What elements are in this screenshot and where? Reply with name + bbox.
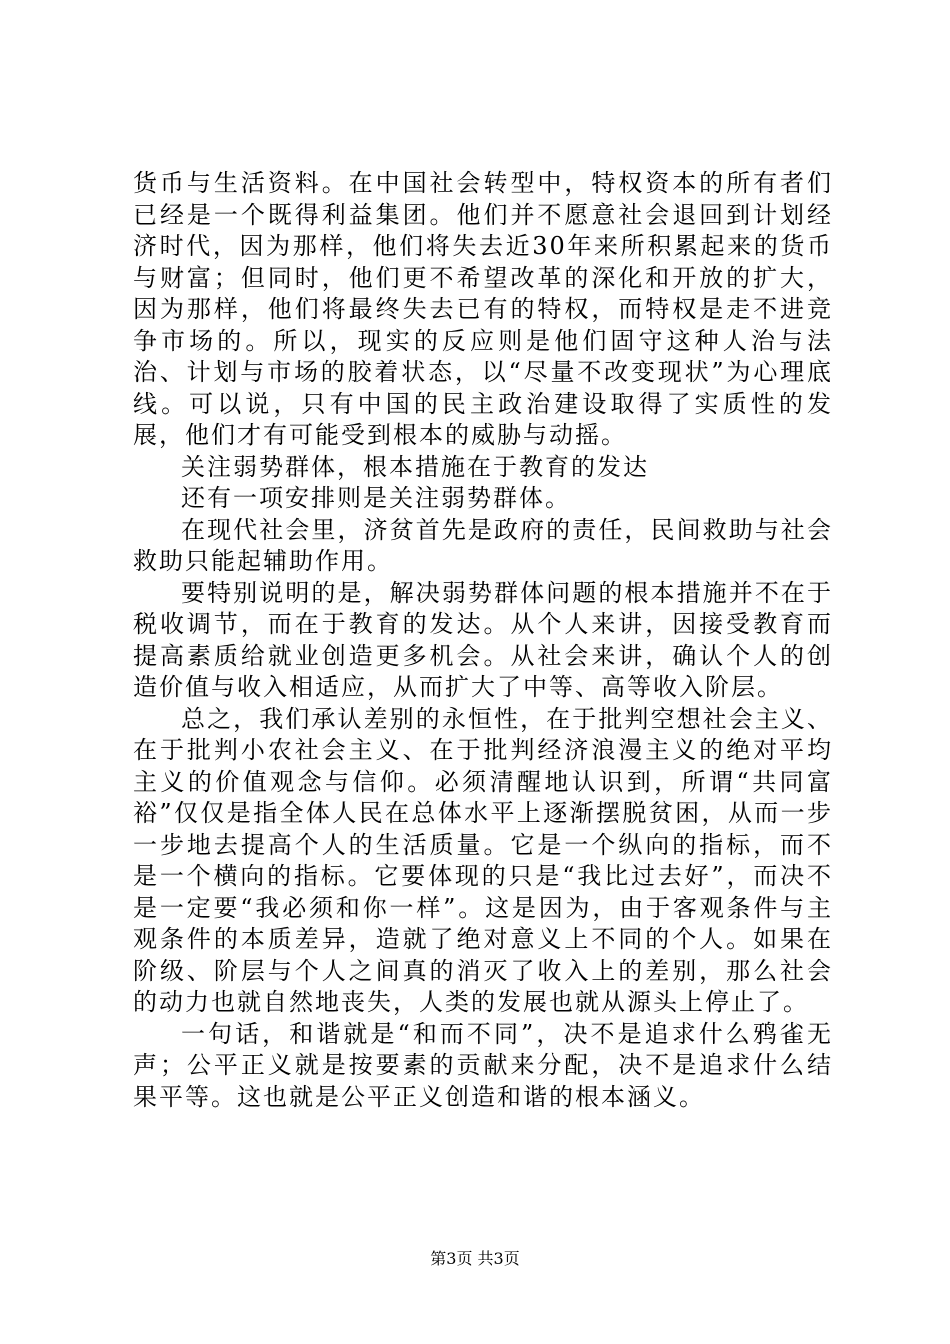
paragraph: 总之，我们承认差别的永恒性，在于批判空想社会主义、在于批判小农社会主义、在于批判经济浪漫主义的绝对平均主义的价值观念与信仰。必须清醒地认识到，所谓“共同富裕”仅仅是指全体人民在总体水平上逐渐摆脱贫困，从而一步一步地去提高个人的生活质量。它是一个纵向的指标，而不是一个横向的指标。它要体现的只是“我比过去好”，而决不是一定要“我必须和你一样”。这是因为，由于客观条件与主观条件的本质差异，造就了绝对意义上不同的个人。如果在阶级、阶层与个人之间真的消灭了收入上的差别，那么社会的动力也就自然地丧失，人类的发展也就从源头上停止了。 [133,704,833,1016]
paragraph: 要特别说明的是，解决弱势群体问题的根本措施并不在于税收调节，而在于教育的发达。从个人来讲，因接受教育而提高素质给就业创造更多机会。从社会来讲，确认个人的创造价值与收入相适应，从而扩大了中等、高等收入阶层。 [133,578,833,701]
document-body [133,168,833,1113]
paragraph-continuation: 货币与生活资料。在中国社会转型中，特权资本的所有者们已经是一个既得利益集团。他们并不愿意社会退回到计划经济时代，因为那样，他们将失去近30年来所积累起来的货币与财富；但同时，他们更不希望改革的深化和开放的扩大，因为那样，他们将最终失去已有的特权，而特权是走不进竞争市场的。所以，现实的反应则是他们固守这种人治与法治、计划与市场的胶着状态，以“尽量不改变现状”为心理底线。可以说，只有中国的民主政治建设取得了实质性的发展，他们才有可能受到根本的威胁与动摇。 [133,169,833,449]
paragraph: 一句话，和谐就是“和而不同”，决不是追求什么鸦雀无声；公平正义就是按要素的贡献来分配，决不是追求什么结果平等。这也就是公平正义创造和谐的根本涵义。 [133,1019,833,1111]
paragraph: 还有一项安排则是关注弱势群体。 [181,484,571,512]
paragraph: 在现代社会里，济贫首先是政府的责任，民间救助与社会救助只能起辅助作用。 [133,515,833,575]
page-number-footer: 第3页 共3页 [430,1249,520,1268]
section-heading: 关注弱势群体，根本措施在于教育的发达 [181,452,649,481]
